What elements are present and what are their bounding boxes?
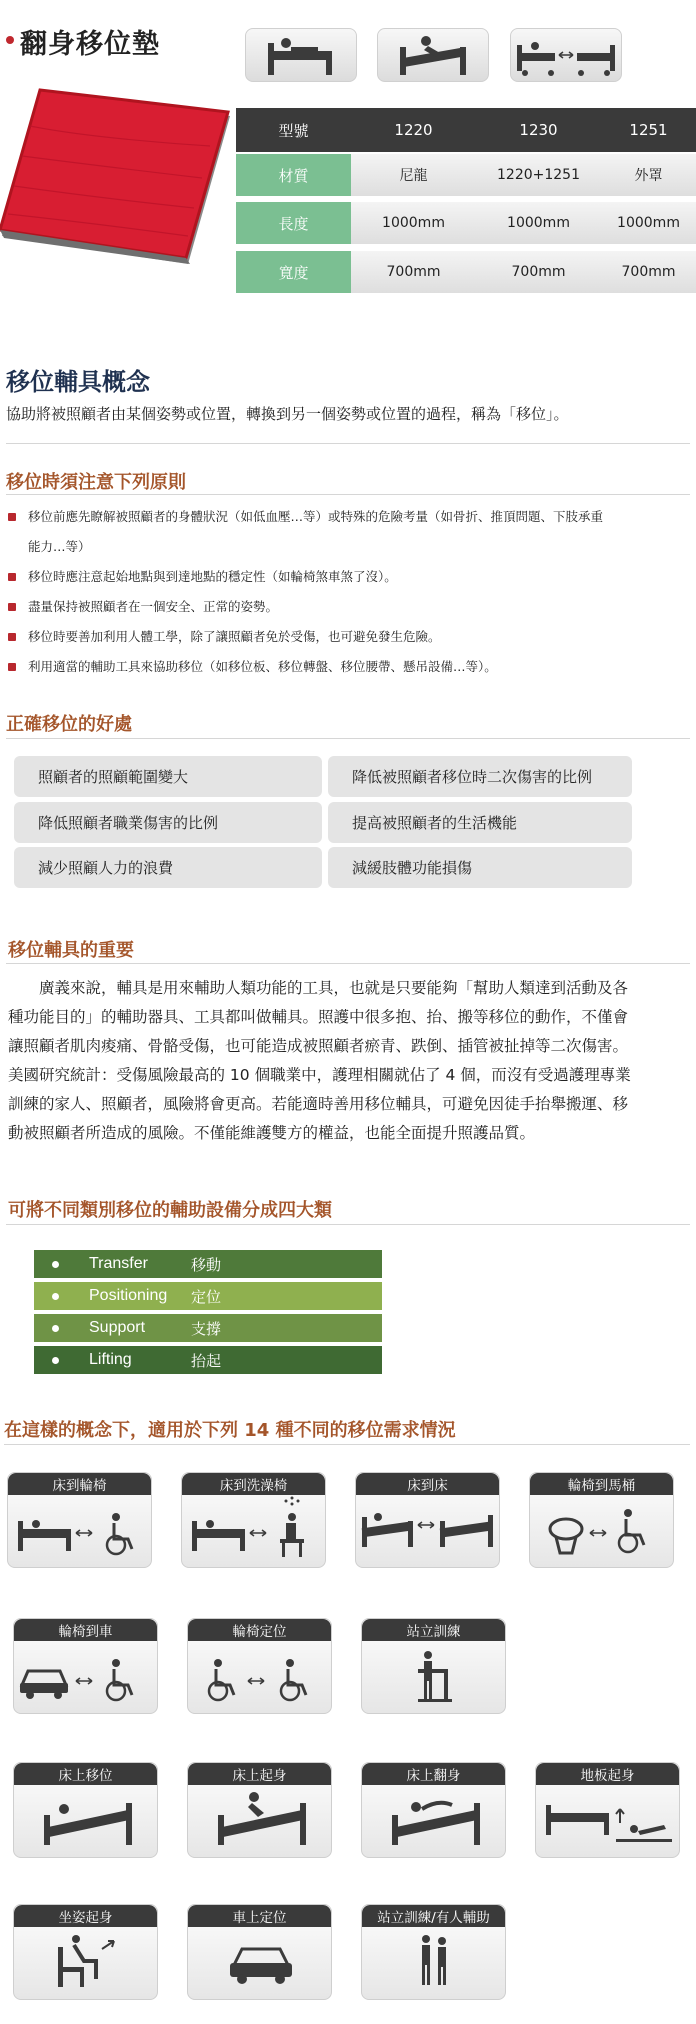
- need-sit-to-stand: 坐姿起身: [13, 1904, 158, 2000]
- need-standing-training: 站立訓練: [361, 1618, 506, 1714]
- need-car-positioning: 車上定位: [187, 1904, 332, 2000]
- title-bullet: [6, 36, 14, 44]
- divider: [6, 1224, 690, 1225]
- bullet-dot-icon: [52, 1261, 59, 1268]
- need-assisted-standing: 站立訓練/有人輔助: [361, 1904, 506, 2000]
- spec-cell: 外罩: [634, 168, 663, 184]
- spec-cell: 1000mm: [507, 215, 570, 231]
- divider: [6, 494, 690, 495]
- spec-cell: 700mm: [621, 264, 676, 280]
- benefit-item: 照顧者的照顧範圍變大: [14, 756, 322, 797]
- need-bed-to-bed: 床到床: [355, 1472, 500, 1568]
- category-positioning: Positioning 定位: [34, 1282, 382, 1310]
- divider: [6, 443, 690, 444]
- bed-to-bed-transfer-icon: [510, 28, 622, 82]
- bed-turning-icon: [362, 1785, 506, 1858]
- divider: [6, 738, 690, 739]
- divider: [6, 963, 690, 964]
- spec-table-header: [236, 108, 696, 152]
- need-floor-rise: 地板起身: [535, 1762, 680, 1858]
- paragraph-line: 訓練的家人、照顧者，風險將會更高。若能適時善用移位輔具，可避免因徒手抬舉搬運、移: [8, 1095, 629, 1113]
- spec-cell: 700mm: [386, 264, 441, 280]
- page-title: 翻身移位墊: [20, 29, 160, 60]
- red-square-bullet-icon: [8, 603, 16, 611]
- spec-column-1251: 1251: [629, 121, 668, 139]
- spec-cell: 1000mm: [382, 215, 445, 231]
- need-bed-to-shower-chair: 床到洗澡椅: [181, 1472, 326, 1568]
- red-square-bullet-icon: [8, 663, 16, 671]
- spec-cell: 1000mm: [617, 215, 680, 231]
- product-image: [0, 86, 232, 266]
- spec-column-model: 型號: [278, 121, 309, 140]
- category-transfer: Transfer 移動: [34, 1250, 382, 1278]
- wheelchair-to-car-icon: [14, 1641, 158, 1714]
- spec-row-label: 長度: [236, 202, 351, 244]
- car-positioning-icon: [188, 1927, 332, 2000]
- need-bed-repositioning: 床上移位: [13, 1762, 158, 1858]
- spec-cell: 尼龍: [399, 168, 428, 184]
- person-turning-on-bed-icon: [377, 28, 489, 82]
- benefit-item: 減少照顧人力的浪費: [14, 847, 322, 888]
- concept-heading: 移位輔具概念: [6, 368, 150, 396]
- spec-cell: 1220+1251: [497, 167, 580, 183]
- bullet-dot-icon: [52, 1293, 59, 1300]
- bullet-dot-icon: [52, 1357, 59, 1364]
- divider: [4, 1444, 690, 1445]
- paragraph-line: 種功能目的」的輔助器具、工具都叫做輔具。照護中很多抱、抬、搬等移位的動作，不僅會: [8, 1008, 629, 1026]
- bed-to-shower-chair-icon: [182, 1495, 326, 1568]
- spec-column-1230: 1230: [519, 121, 558, 139]
- bed-sit-up-icon: [188, 1785, 332, 1858]
- category-lifting: Lifting 抬起: [34, 1346, 382, 1374]
- paragraph-line: 美國研究統計：受傷風險最高的 10 個職業中，護理相關就佔了 4 個，而沒有受過護理專業: [8, 1066, 631, 1084]
- spec-row-material: [236, 154, 696, 196]
- need-wheelchair-to-car: 輪椅到車: [13, 1618, 158, 1714]
- red-square-bullet-icon: [8, 633, 16, 641]
- spec-row-label: 寬度: [236, 251, 351, 293]
- bullet-dot-icon: [52, 1325, 59, 1332]
- bed-with-person-icon: [245, 28, 357, 82]
- benefit-item: 降低照顧者職業傷害的比例: [14, 802, 322, 843]
- wheelchair-to-toilet-icon: [530, 1495, 674, 1568]
- importance-paragraph: [8, 974, 688, 1148]
- need-bed-to-wheelchair: 床到輪椅: [7, 1472, 152, 1568]
- benefit-item: 降低被照顧者移位時二次傷害的比例: [328, 756, 632, 797]
- categories-heading: 可將不同類別移位的輔助設備分成四大類: [8, 1200, 332, 1221]
- benefits-heading: 正確移位的好處: [6, 714, 132, 735]
- spec-row-width: [236, 251, 696, 293]
- need-bed-sit-up: 床上起身: [187, 1762, 332, 1858]
- need-bed-turning: 床上翻身: [361, 1762, 506, 1858]
- importance-heading: 移位輔具的重要: [8, 940, 134, 961]
- need-wheelchair-to-toilet: 輪椅到馬桶: [529, 1472, 674, 1568]
- red-square-bullet-icon: [8, 573, 16, 581]
- floor-rise-icon: [536, 1785, 680, 1858]
- assisted-standing-icon: [362, 1927, 506, 2000]
- principles-heading: 移位時須注意下列原則: [6, 472, 186, 493]
- need-wheelchair-positioning: 輪椅定位: [187, 1618, 332, 1714]
- red-square-bullet-icon: [8, 513, 16, 521]
- spec-column-1220: 1220: [394, 121, 433, 139]
- needs-heading: 在這樣的概念下，適用於下列 14 種不同的移位需求情況: [4, 1420, 456, 1441]
- category-support: Support 支撐: [34, 1314, 382, 1342]
- paragraph-line: 讓照顧者肌肉痠痛、骨骼受傷，也可能造成被照顧者瘀青、跌倒、插管被扯掉等二次傷害。: [8, 1037, 629, 1055]
- spec-row-length: [236, 202, 696, 244]
- wheelchair-positioning-icon: [188, 1641, 332, 1714]
- benefit-item: 提高被照顧者的生活機能: [328, 802, 632, 843]
- bed-to-wheelchair-icon: [8, 1495, 152, 1568]
- bed-to-bed-icon: [356, 1495, 500, 1568]
- sit-to-stand-icon: [14, 1927, 158, 2000]
- paragraph-line: 動被照顧者所造成的風險。不僅能維護雙方的權益，也能全面提升照護品質。: [8, 1124, 536, 1142]
- paragraph-line: 廣義來說，輔具是用來輔助人類功能的工具，也就是只要能夠「幫助人類達到活動及各: [8, 979, 629, 997]
- spec-row-label: 材質: [236, 154, 351, 196]
- bed-repositioning-icon: [14, 1785, 158, 1858]
- concept-text: 協助將被照顧者由某個姿勢或位置，轉換到另一個姿勢或位置的過程，稱為「移位」。: [6, 405, 569, 423]
- spec-cell: 700mm: [511, 264, 566, 280]
- benefit-item: 減緩肢體功能損傷: [328, 847, 632, 888]
- standing-training-icon: [362, 1641, 506, 1714]
